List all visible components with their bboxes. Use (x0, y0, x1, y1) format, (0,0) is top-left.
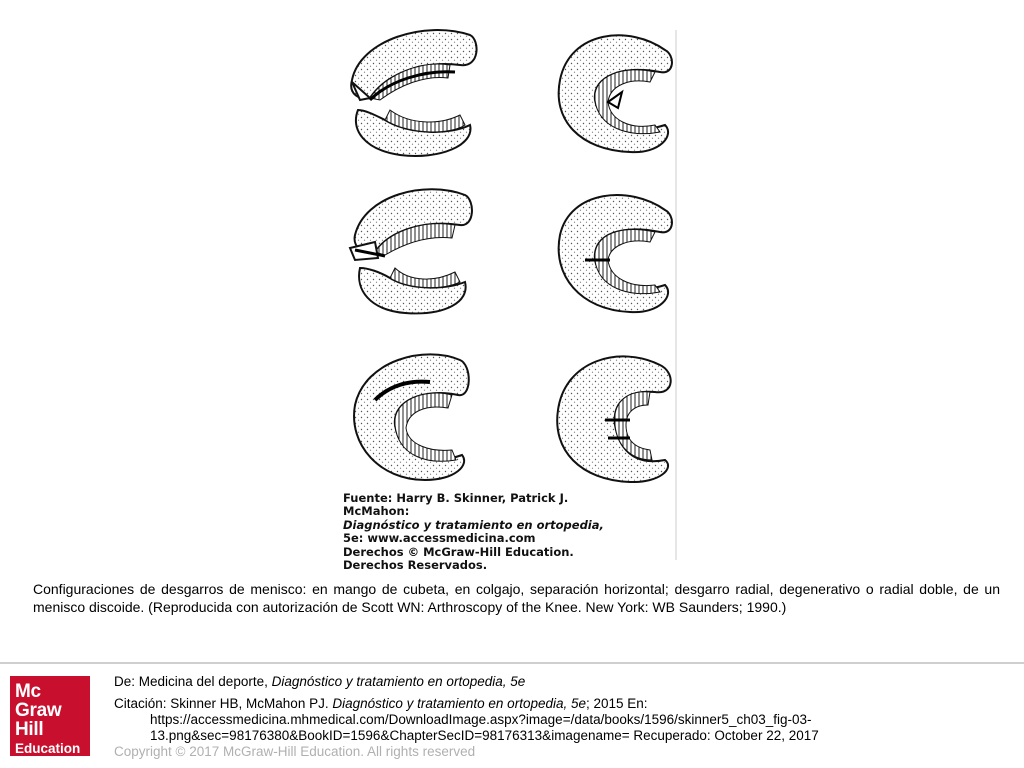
footer-divider (0, 662, 1024, 664)
copyright-notice: Copyright © 2017 McGraw-Hill Education. All rights reserved (114, 744, 476, 759)
logo-line: Hill (15, 719, 44, 740)
source-line: Derechos Reservados. (343, 558, 488, 573)
logo-line: Education (15, 741, 81, 756)
from-title: Diagnóstico y tratamiento en ortopedia, 5e (271, 674, 526, 689)
citation-line (114, 696, 648, 712)
citation-suffix: ; 2015 En: (586, 696, 648, 711)
panel-bucket-handle (351, 30, 476, 156)
logo-line: Graw (15, 700, 62, 721)
source-book-line (114, 674, 525, 690)
citation-title: Diagnóstico y tratamiento en ortopedia, 5e (332, 696, 586, 711)
from-prefix: De: Medicina del deporte, (114, 674, 272, 689)
source-line: 5e: www.accessmedicina.com (343, 531, 536, 546)
meniscus-figure (330, 20, 680, 565)
panel-flap (559, 35, 672, 152)
citation-prefix: Citación: Skinner HB, McMahon PJ. (114, 696, 333, 711)
panel-degenerative (354, 354, 469, 480)
panel-horizontal (350, 189, 472, 313)
source-line: Derechos © McGraw-Hill Education. (343, 544, 574, 559)
source-line: Fuente: Harry B. Skinner, Patrick J. McMahon: (343, 491, 569, 519)
meniscus-illustration (330, 20, 680, 565)
citation-url: 13.png&sec=98176380&BookID=1596&ChapterSecID=98176313&imagename= Recuperado: October 22, 2017 (150, 728, 819, 743)
panel-radial (559, 195, 672, 312)
source-line: Diagnóstico y tratamiento en ortopedia, (343, 517, 604, 532)
mcgraw-hill-logo (10, 676, 90, 756)
figure-source-credit (343, 492, 633, 572)
logo-line: Mc (15, 681, 41, 702)
citation-url: https://accessmedicina.mhmedical.com/DownloadImage.aspx?image=/data/books/1596/skinner5_ch03_fig-03- (150, 712, 812, 727)
figure-caption: Configuraciones de desgarros de menisco: en mango de cubeta, en colgajo, separación horizontal; desgarro radial, degenerativo o radial doble, de un menisco discoide. (Reproducida con autorización de Scott WN: Arthroscopy of the Knee. New York: WB Saunders; 1990.) (33, 581, 1000, 615)
panel-discoid (557, 356, 670, 482)
